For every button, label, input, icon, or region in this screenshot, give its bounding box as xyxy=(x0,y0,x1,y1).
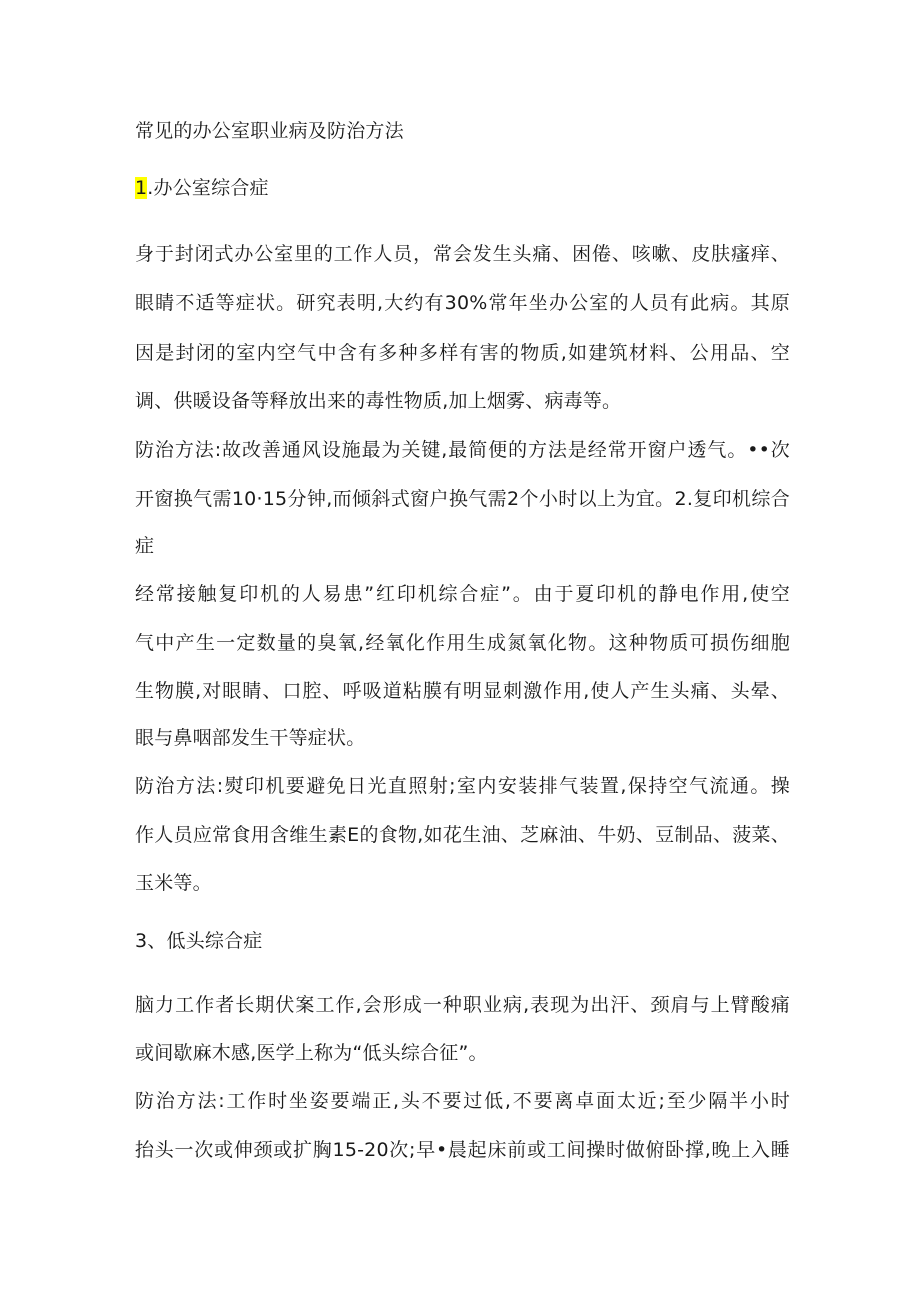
paragraph-line: 或间歇麻木感,医学上称为“低头综合征”。 xyxy=(135,1042,488,1064)
section1-heading xyxy=(135,176,269,200)
paragraph-line: 玉米等。 xyxy=(135,872,212,894)
paragraph-line: 防治方法:工作时坐姿要端正,头不要过低,不要离卓面太近;至少隔半小时 xyxy=(135,1090,790,1112)
paragraph-line: 防治方法:故改善通风设施最为关键,最简便的方法是经常开窗户透气。••次 xyxy=(135,439,790,461)
paragraph-line: 调、供暖设备等释放出来的毒性物质,加上烟雾、病毒等。 xyxy=(135,390,622,412)
paragraph-line: 经常接触复印机的人易患”红印机综合症”。由于夏印机的静电作用,使空 xyxy=(135,583,790,605)
paragraph-line: 抬头一次或伸颈或扩胸15-20次;早•晨起床前或工间操时做俯卧撑,晚上入睡 xyxy=(135,1139,790,1161)
section1-heading-text: .办公室综合症 xyxy=(147,177,269,199)
paragraph-line: 作人员应常食用含维生素E的食物,如花生油、芝麻油、牛奶、豆制品、菠菜、 xyxy=(135,824,790,846)
paragraph-line: 开窗换气需10·15分钟,而倾斜式窗户换气需2个小时以上为宜。2.复印机综合 xyxy=(135,488,790,510)
section3-heading: 3、低头综合症 xyxy=(135,930,263,952)
paragraph-line: 症 xyxy=(135,535,155,557)
paragraph-line: 身于封闭式办公室里的工作人员，常会发生头痛、困倦、咳嗽、皮肤瘙痒、 xyxy=(135,243,790,265)
paragraph-line: 因是封闭的室内空气中含有多种多样有害的物质,如建筑材料、公用品、空 xyxy=(135,342,790,364)
paragraph-line: 生物膜,对眼睛、口腔、呼吸道粘膜有明显刺激作用,使人产生头痛、头晕、 xyxy=(135,680,790,702)
section1-number-highlight: 1 xyxy=(135,177,148,199)
paragraph-line: 脑力工作者长期伏案工作,会形成一种职业病,表现为出汗、颈肩与上臂酸痛 xyxy=(135,994,790,1016)
paragraph-line: 防治方法:熨印机要避免日光直照射;室内安装排气装置,保持空气流通。操 xyxy=(135,775,790,797)
paragraph-line: 眼睛不适等症状。研究表明,大约有30%常年坐办公室的人员有此病。其原 xyxy=(135,292,790,314)
paragraph-line: 气中产生一定数量的臭氧,经氧化作用生成氮氧化物。这种物质可损伤细胞 xyxy=(135,632,790,654)
paragraph-line: 眼与鼻咽部发生干等症状。 xyxy=(135,727,366,749)
document-title: 常见的办公室职业病及防治方法 xyxy=(135,120,404,142)
